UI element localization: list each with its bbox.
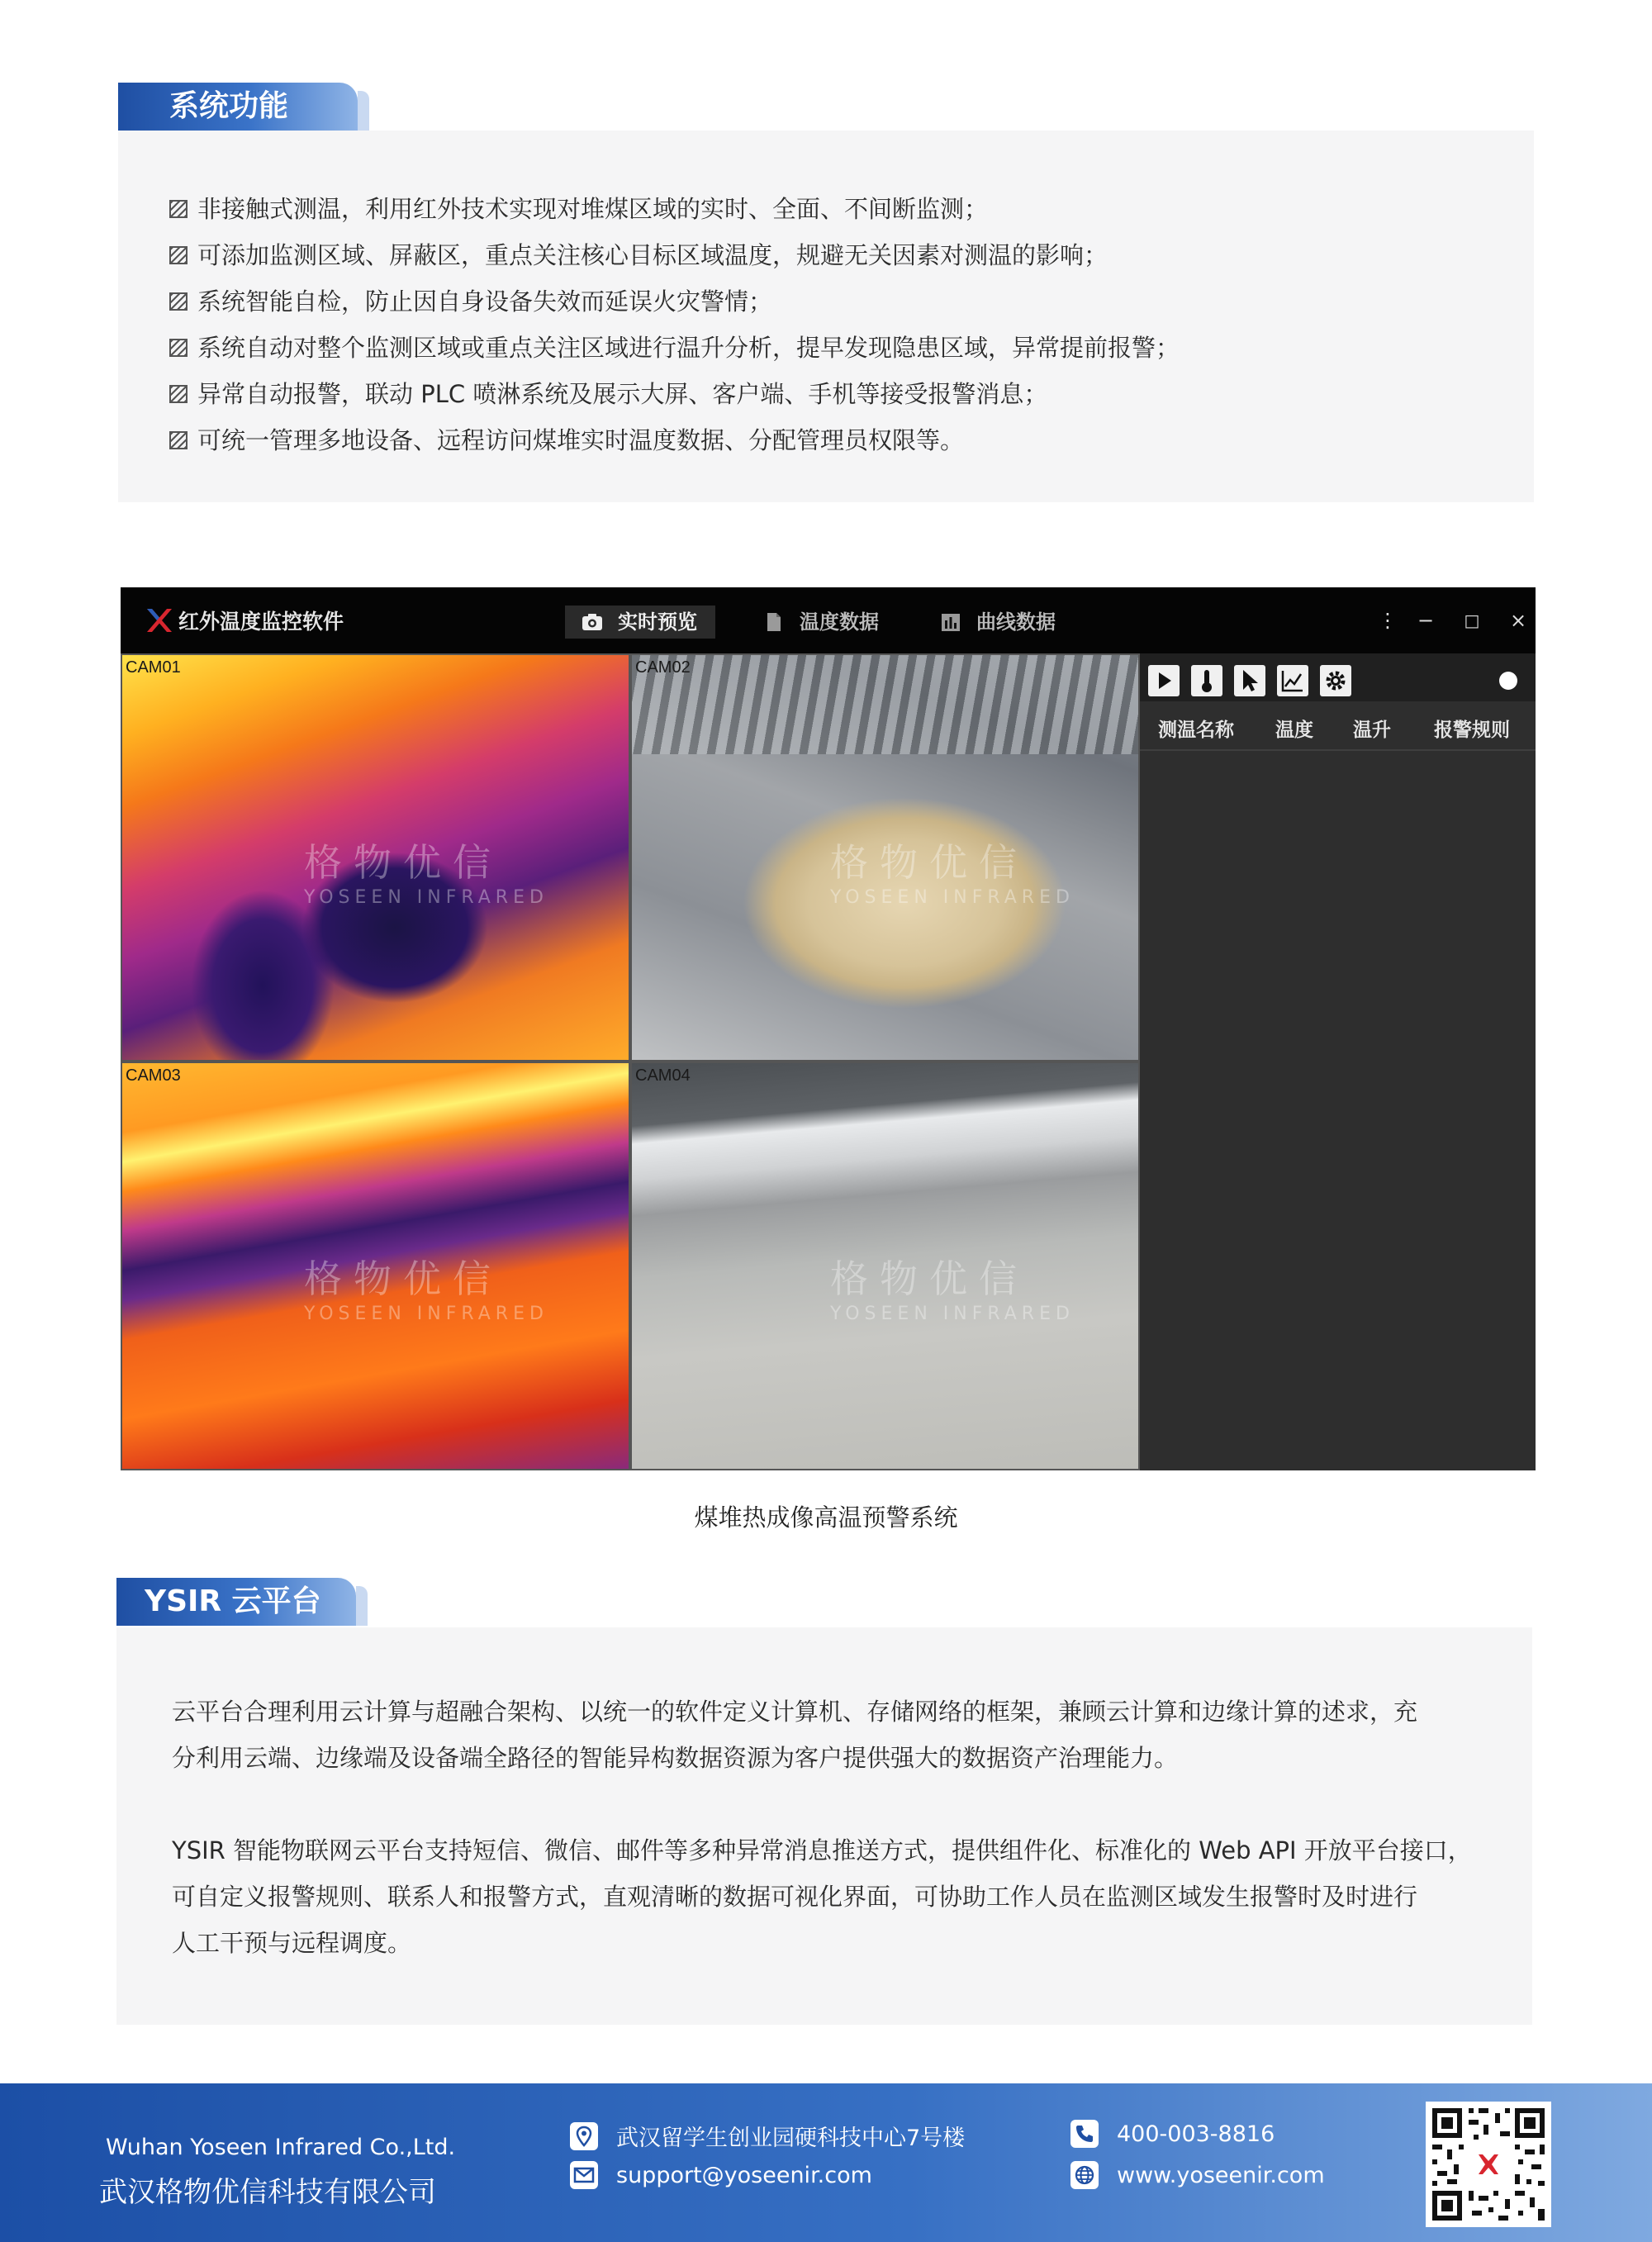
cloud-paragraph-2-line-3: 人工干预与远程调度。	[172, 1929, 412, 1957]
cloud-paragraph-2-line-2: 可自定义报警规则、联系人和报警方式，直观清晰的数据可视化界面，可协助工作人员在监测区域发生报警时及时进行	[172, 1883, 1418, 1911]
more-menu-button[interactable]: ⋮	[1378, 609, 1398, 632]
footer	[0, 2083, 1652, 2242]
list-item: 系统智能自检，防止因自身设备失效而延误火灾警情；	[169, 278, 1180, 325]
cursor-button[interactable]	[1234, 665, 1265, 696]
company-name-en: Wuhan Yoseen Infrared Co.,Ltd.	[106, 2135, 456, 2160]
column-header: 报警规则	[1434, 720, 1510, 741]
camera-label: CAM02	[635, 658, 691, 677]
globe-icon	[1070, 2161, 1099, 2189]
mail-icon	[570, 2161, 598, 2189]
watermark: 格物优信 YOSEEN INFRARED	[304, 1256, 548, 1324]
list-item: 可添加监测区域、屏蔽区，重点关注核心目标区域温度，规避无关因素对测温的影响；	[169, 232, 1180, 278]
cloud-paragraph-1-line-2: 分利用云端、边缘端及设备端全路径的智能异构数据资源为客户提供强大的数据资产治理能力。	[172, 1744, 1179, 1772]
bullet-icon	[169, 431, 188, 449]
cloud-paragraph-2-line-1: YSIR 智能物联网云平台支持短信、微信、邮件等多种异常消息推送方式，提供组件化、标准化的 Web API 开放平台接口，	[172, 1836, 1472, 1864]
roof-structure	[632, 655, 1140, 754]
bullet-icon	[169, 200, 188, 218]
thermometer-icon	[1191, 665, 1222, 696]
maximize-button[interactable]: □	[1464, 610, 1480, 630]
camera-view-cam04[interactable]	[630, 1062, 1140, 1470]
camera-label: CAM01	[126, 658, 181, 677]
app-title: 红外温度监控软件	[178, 610, 344, 634]
bullet-icon	[169, 339, 188, 357]
list-item: 系统自动对整个监测区域或重点关注区域进行温升分析，提早发现隐患区域，异常提前报警；	[169, 325, 1180, 371]
qr-code	[1426, 2102, 1551, 2227]
camera-view-cam02[interactable]	[630, 653, 1140, 1062]
settings-button[interactable]	[1320, 665, 1351, 696]
tab-curve-data[interactable]: 曲线数据	[940, 606, 1056, 639]
bullet-icon	[169, 385, 188, 403]
status-toggle[interactable]	[1499, 672, 1517, 690]
bullet-icon	[169, 246, 188, 264]
bar-chart-icon	[940, 612, 961, 632]
app-logo-icon	[144, 606, 173, 635]
column-header: 测温名称	[1158, 720, 1234, 741]
column-header: 温度	[1275, 720, 1313, 741]
qr-code-icon	[1426, 2102, 1551, 2227]
list-item: 异常自动报警，联动 PLC 喷淋系统及展示大屏、客户端、手机等接受报警消息；	[169, 371, 1180, 417]
section-title-system-function: 系统功能	[118, 83, 358, 131]
panel-table-header	[1140, 711, 1536, 751]
play-button[interactable]	[1148, 665, 1180, 696]
gear-icon	[1320, 665, 1351, 696]
camera-label: CAM03	[126, 1066, 181, 1085]
phone-icon	[1070, 2120, 1099, 2148]
watermark: 格物优信 YOSEEN INFRARED	[304, 840, 548, 908]
website[interactable]: www.yoseenir.com	[1070, 2161, 1325, 2189]
phone[interactable]: 400-003-8816	[1070, 2120, 1275, 2148]
camera-view-cam03[interactable]	[121, 1062, 630, 1470]
document-icon	[763, 612, 785, 632]
chart-icon	[1277, 665, 1308, 696]
tab-temperature-data[interactable]: 温度数据	[763, 606, 879, 639]
chart-button[interactable]	[1277, 665, 1308, 696]
play-icon	[1148, 665, 1180, 696]
section-title-cloud-platform: YSIR 云平台	[116, 1578, 356, 1626]
figure-caption: 煤堆热成像高温预警系统	[694, 1503, 958, 1532]
list-item: 可统一管理多地设备、远程访问煤堆实时温度数据、分配管理员权限等。	[169, 417, 1180, 463]
monitoring-software-window	[121, 587, 1536, 1470]
title-bar	[121, 587, 1536, 653]
measurement-panel	[1140, 653, 1536, 1470]
list-item: 非接触式测温，利用红外技术实现对堆煤区域的实时、全面、不间断监测；	[169, 186, 1180, 232]
watermark: 格物优信 YOSEEN INFRARED	[830, 840, 1075, 908]
bullet-icon	[169, 292, 188, 311]
company-name-cn: 武汉格物优信科技有限公司	[99, 2176, 436, 2209]
address: 武汉留学生创业园硬科技中心7号楼	[570, 2120, 965, 2152]
thermometer-button[interactable]	[1191, 665, 1222, 696]
panel-toolbar	[1140, 653, 1536, 701]
function-list	[169, 186, 1180, 463]
cloud-paragraph-1-line-1: 云平台合理利用云计算与超融合架构、以统一的软件定义计算机、存储网络的框架，兼顾云计算和边缘计算的述求，充	[172, 1698, 1418, 1726]
watermark: 格物优信 YOSEEN INFRARED	[830, 1256, 1075, 1324]
camera-view-cam01[interactable]	[121, 653, 630, 1062]
email[interactable]: support@yoseenir.com	[570, 2161, 872, 2189]
tab-live-preview[interactable]: 实时预览	[565, 606, 715, 639]
close-button[interactable]: ×	[1509, 609, 1527, 632]
cursor-icon	[1234, 665, 1265, 696]
camera-label: CAM04	[635, 1066, 691, 1085]
column-header: 温升	[1353, 720, 1391, 741]
location-pin-icon	[570, 2122, 598, 2150]
camera-icon	[582, 612, 603, 632]
minimize-button[interactable]: −	[1417, 609, 1435, 632]
